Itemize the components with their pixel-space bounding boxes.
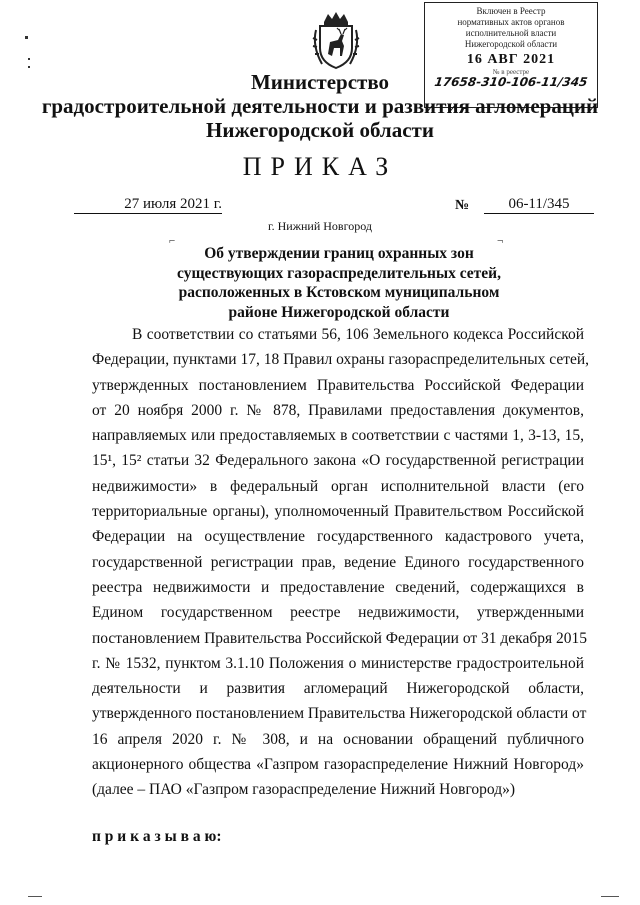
body-line: направляемых или предоставляемых в соответствии с частями 1, 3-13, 15, <box>92 427 584 445</box>
body-line: утвержденного постановлением Правительства Нижегородской области от <box>92 705 587 723</box>
ministry-name-line: Нижегородской области <box>206 118 434 142</box>
body-line: недвижимости» в федеральный орган исполнительной власти (его <box>92 477 584 495</box>
body-line: деятельности и развития агломераций Нижегородской области, <box>92 680 584 698</box>
order-word: п р и к а з ы в а ю: <box>92 828 222 845</box>
stamp-line: Включен в Реестр <box>476 6 546 16</box>
body-line: В соответствии со статьями 56, 106 Земельного кодекса Российской <box>132 326 584 343</box>
body-line: постановлением Правительства Российской Федерации от 31 декабря 2015 <box>92 629 587 647</box>
scan-mark <box>28 896 42 897</box>
body-line: Федерации, пунктами 17, 18 Правил охраны газораспределительных сетей, <box>92 351 590 369</box>
document-type: ПРИКАЗ <box>242 152 398 181</box>
document-title <box>170 244 508 322</box>
body-line: акционерного общества «Газпром газораспределение Нижний Новгород» <box>92 756 584 774</box>
body-line: г. № 1532, пунктом 3.1.10 Положения о министерстве градостроительной <box>92 654 584 672</box>
title-line: расположенных в Кстовском муниципальном <box>178 284 500 301</box>
scan-mark <box>25 36 28 39</box>
body-line: утвержденных постановлением Правительства Российской Федерации <box>92 376 584 394</box>
stamp-line: исполнительной власти <box>465 28 557 38</box>
stamp-reg-number: 17658-310-106-11/345 <box>433 75 589 89</box>
scan-mark <box>28 58 30 60</box>
title-line: существующих газораспределительных сетей, <box>177 264 501 282</box>
document-place: г. Нижний Новгород <box>268 219 372 233</box>
body-line: (далее – ПАО «Газпром газораспределение Нижний Новгород») <box>92 781 516 799</box>
coat-of-arms-icon <box>310 10 362 70</box>
stamp-reg-label: № в реестре <box>492 68 530 76</box>
body-line: реестра недвижимости и предоставление сведений, содержащихся в <box>92 578 584 596</box>
body-line: Федерации на осуществление государственного кадастрового учета, <box>92 528 584 546</box>
title-line: Об утверждении границ охранных зон <box>204 245 474 262</box>
document-date: 27 июля 2021 г. <box>74 196 222 214</box>
scan-mark <box>28 66 30 68</box>
body-paragraph <box>92 322 590 803</box>
stamp-date: 16 АВГ 2021 <box>466 52 556 67</box>
number-sign: № <box>455 198 470 213</box>
stamp-line: Нижегородской области <box>464 39 558 49</box>
scan-mark <box>601 896 619 897</box>
body-line: 15¹, 15² статьи 32 Федерального закона «О государственной регистрации <box>92 452 584 470</box>
body-line: Едином государственном реестре недвижимости, утвержденными <box>92 604 584 622</box>
body-line: территориальные органы), уполномоченный Правительством Российской <box>92 503 584 521</box>
ministry-name-line: градостроительной деятельности и развития агломераций <box>41 94 599 118</box>
body-line: 16 апреля 2020 г. № 308, и на основании обращений публичного <box>92 730 584 748</box>
ministry-name-line: Министерство <box>250 70 390 94</box>
title-line: районе Нижегородской области <box>228 303 450 321</box>
body-line: государственной регистрации прав, ведение Единого государственного <box>92 553 584 571</box>
title-corner-mark: ¬ <box>497 235 504 247</box>
document-number: 06-11/345 <box>484 196 594 214</box>
stamp-line: нормативных актов органов <box>457 17 565 27</box>
body-line: от 20 ноября 2000 г. № 878, Правилами предоставления документов, <box>92 401 584 419</box>
title-corner-mark: ⌐ <box>169 235 176 247</box>
